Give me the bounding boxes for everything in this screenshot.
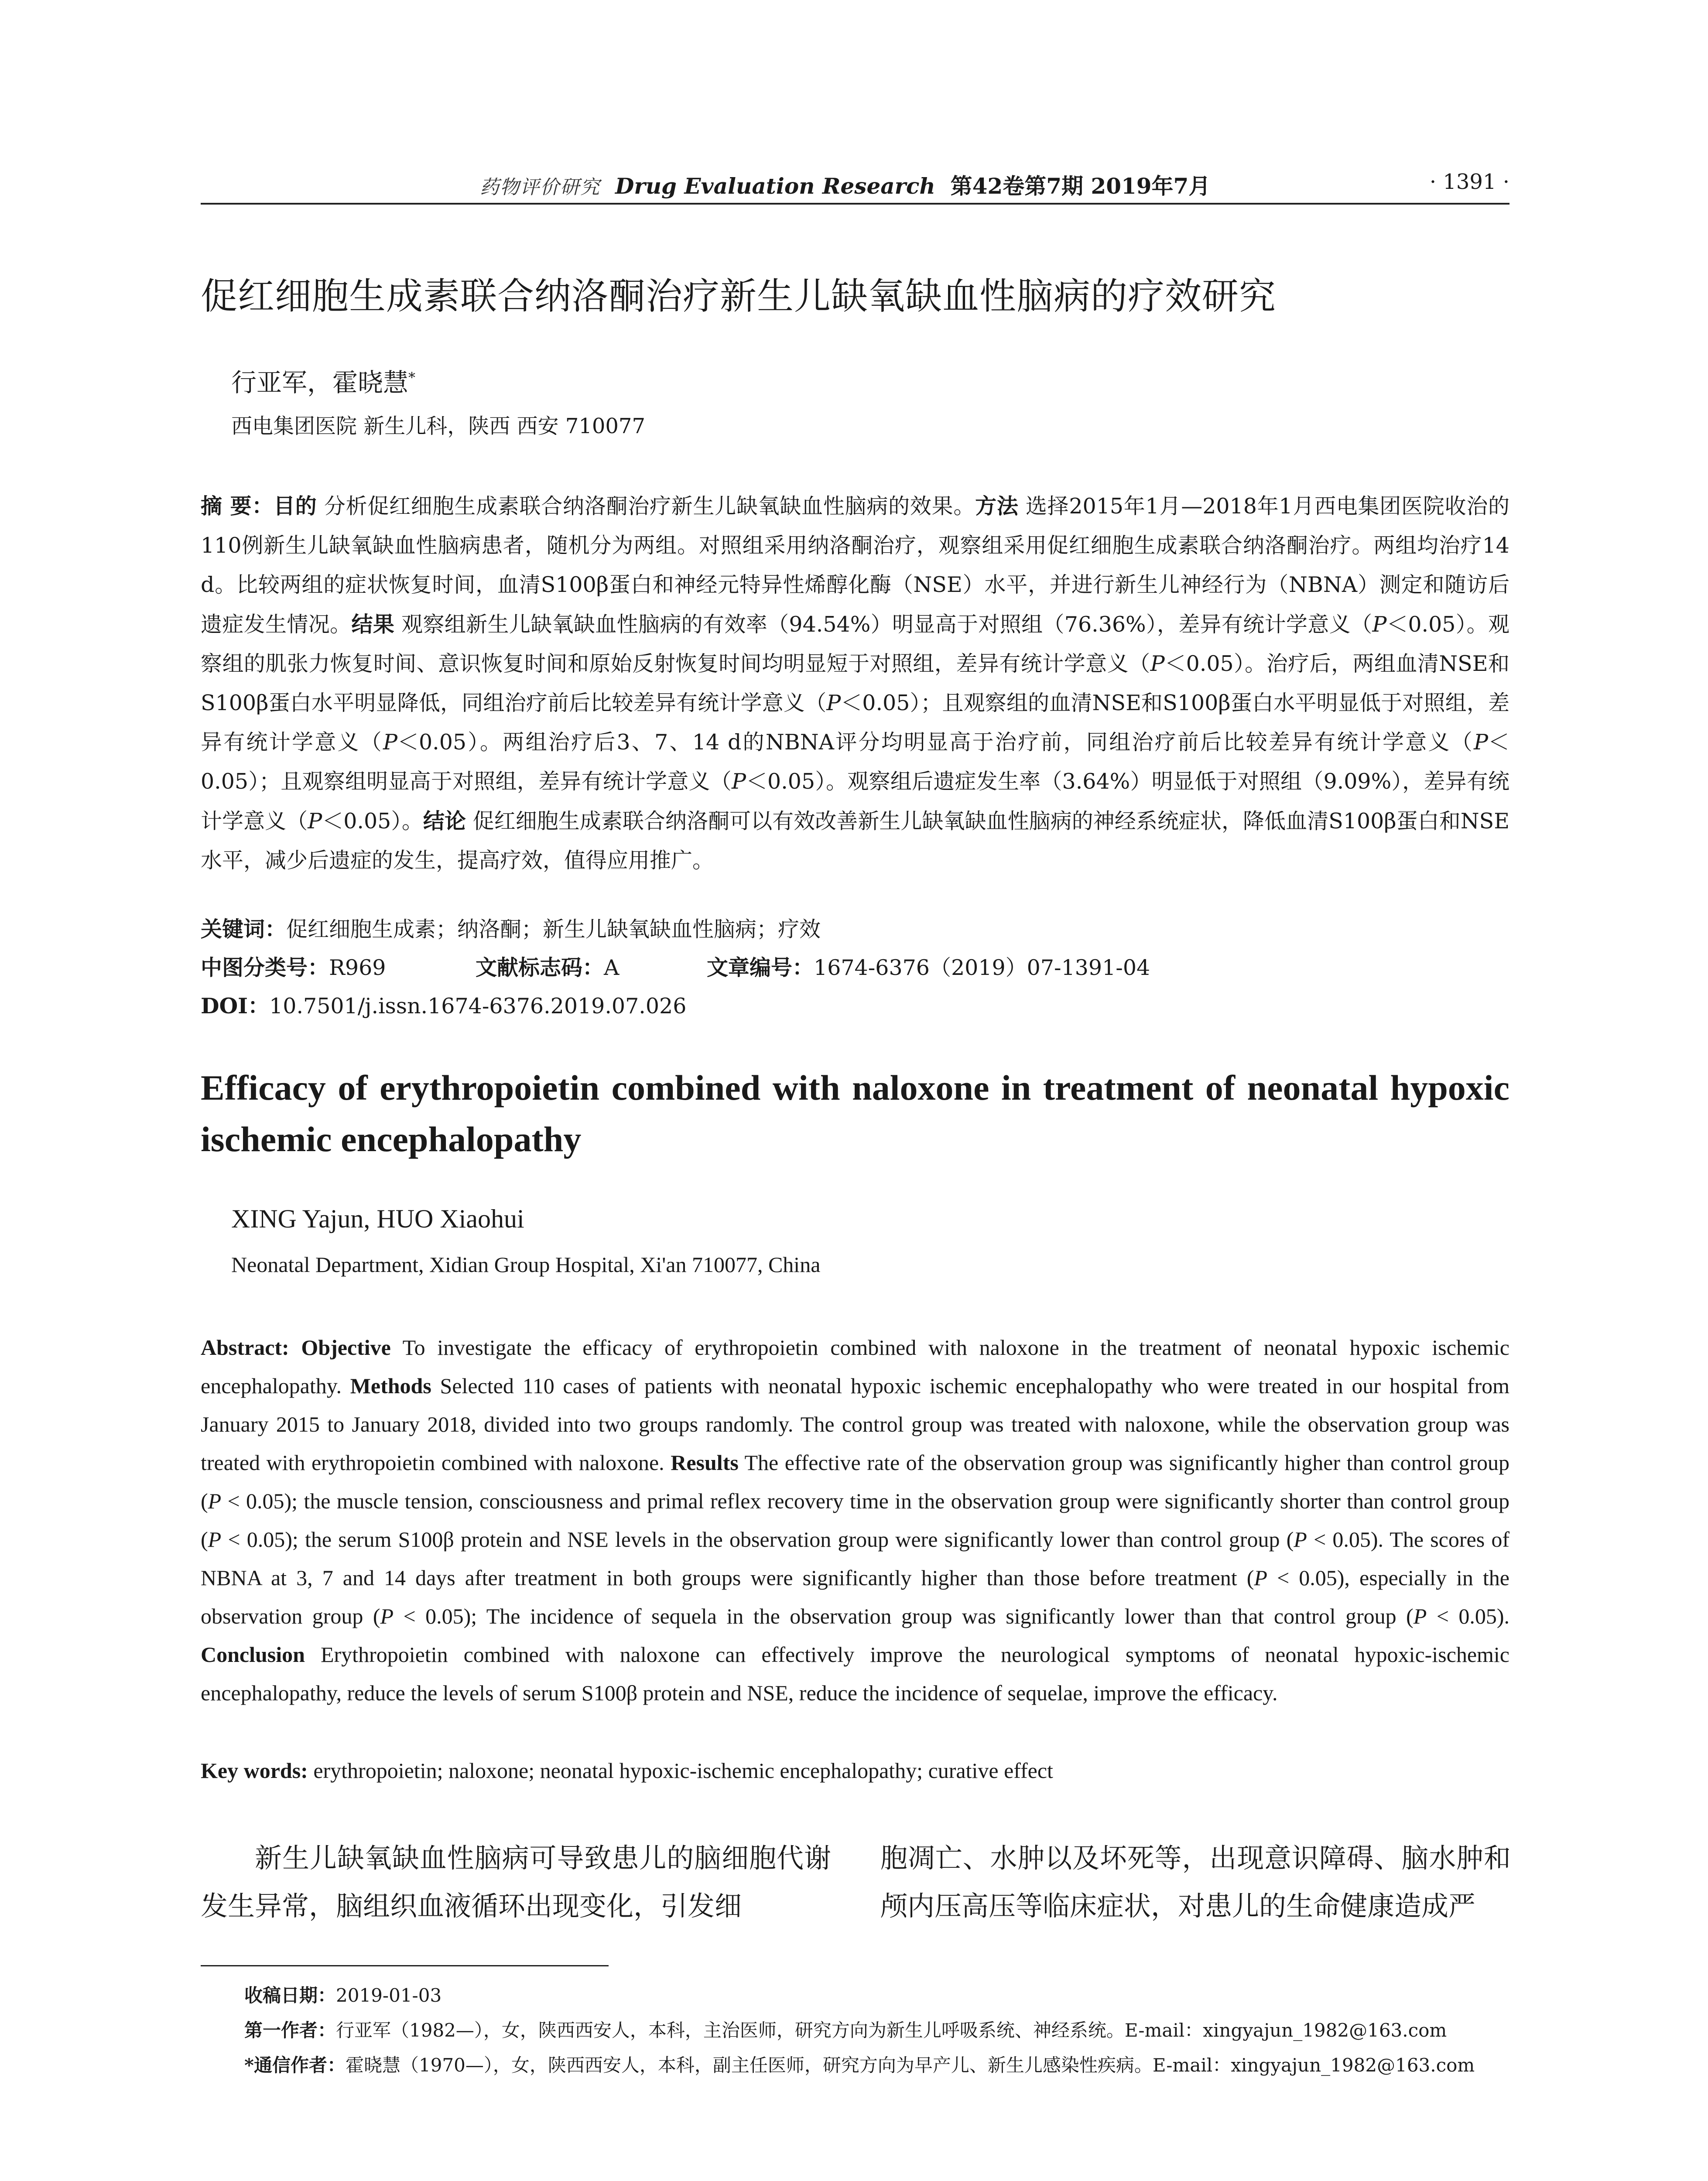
cn-abstract: [201, 486, 1509, 880]
p-value-symbol: P: [1150, 651, 1165, 676]
p-value-symbol: P: [732, 769, 746, 794]
cn-keywords: 促红细胞生成素；纳洛酮；新生儿缺氧缺血性脑病；疗效: [286, 917, 821, 942]
en-keywords-label: Key words:: [201, 1758, 308, 1783]
en-title: Efficacy of erythropoietin combined with naloxone in treatment of neonatal hypoxic ischemic encephalopathy: [201, 1068, 1509, 1159]
body-left-column: 新生儿缺氧缺血性脑病可导致患儿的脑细胞代谢发生异常，脑组织血液循环出现变化，引发细: [201, 1842, 831, 1922]
article-no-label: 文章编号：: [707, 955, 814, 980]
header-rule: [201, 203, 1509, 205]
en-methods-label: Methods: [350, 1374, 431, 1398]
issue-info: 第42卷第7期 2019年7月: [950, 173, 1211, 199]
cn-objective-label: 目的: [274, 493, 317, 519]
en-objective-label: Objective: [301, 1335, 391, 1360]
first-author-value: 行亚军（1982—），女，陕西西安人，本科，主治医师，研究方向为新生儿呼吸系统、神经系统。E-mail：xingyajun_1982@163.com: [336, 2020, 1447, 2041]
clc-cell: [201, 951, 386, 981]
p-value-symbol: P: [380, 1604, 394, 1628]
en-results-2: < 0.05); the muscle tension, consciousness and primal reflex recovery time in the observation group were significantly shorter than control group (: [201, 1489, 1509, 1552]
received-value: 2019-01-03: [336, 1985, 442, 2006]
cn-results-3: ＜0.05）。治疗后，两组血清NSE和S100β蛋白水平明显降低，同组治疗前后比较差异有统计学意义（: [201, 651, 1509, 715]
p-value-symbol: P: [1294, 1527, 1307, 1552]
corresponding-mark: *: [408, 369, 416, 386]
doi-value: 10.7501/j.issn.1674-6376.2019.07.026: [269, 994, 687, 1019]
en-abstract: [201, 1328, 1509, 1712]
footnotes: [244, 1978, 1509, 2083]
clc-label: 中图分类号：: [201, 955, 329, 980]
en-results-5: < 0.05), especially in the observation group (: [201, 1566, 1509, 1628]
p-value-symbol: P: [1474, 730, 1488, 755]
en-results-3: < 0.05); the serum S100β protein and NSE levels in the observation group were significantly lower than control group (: [221, 1527, 1294, 1552]
page-number: · 1391 ·: [1429, 170, 1509, 194]
cn-methods: 选择2015年1月—2018年1月西电集团医院收治的110例新生儿缺氧缺血性脑病患者，随机分为两组。对照组采用纳洛酮治疗，观察组采用促红细胞生成素联合纳洛酮治疗。两组均治疗14 d。比较两组的症状恢复时间，血清S100β蛋白和神经元特异性烯醇化酶（NSE）水平，并进行新生儿神经行为（NBNA）测定和随访后遗症发生情况。: [201, 494, 1509, 637]
article-no-cell: [707, 951, 1150, 981]
footnote-rule: [201, 1965, 609, 1966]
p-value-symbol: P: [208, 1527, 222, 1552]
en-abstract-label: Abstract:: [201, 1335, 289, 1360]
first-author-label: 第一作者：: [244, 2020, 336, 2041]
cn-results-8: ＜0.05）。: [322, 809, 423, 834]
p-value-symbol: P: [383, 730, 397, 755]
cn-results-2: ＜0.05）。观察组的肌张力恢复时间、意识恢复时间和原始反射恢复时间均明显短于对照组，差异有统计学意义（: [201, 612, 1509, 676]
en-results-label: Results: [671, 1450, 739, 1475]
cn-abstract-label: 摘 要：: [201, 493, 274, 519]
body-right-column: 胞凋亡、水肿以及坏死等，出现意识障碍、脑水肿和颅内压高压等临床症状，对患儿的生命健康造成严: [880, 1842, 1511, 1922]
cn-author-names: 行亚军，霍晓慧: [231, 368, 409, 397]
en-authors: XING Yajun, HUO Xiaohui: [231, 1204, 524, 1233]
p-value-symbol: P: [1413, 1604, 1427, 1628]
doccode-label: 文献标志码：: [476, 955, 604, 980]
en-keywords: erythropoietin; naloxone; neonatal hypoxic-ischemic encephalopathy; curative effect: [308, 1758, 1053, 1783]
cn-keywords-label: 关键词：: [201, 916, 287, 942]
p-value-symbol: P: [826, 691, 841, 715]
cn-authors: [231, 362, 415, 399]
cn-affiliation: 西电集团医院 新生儿科，陕西 西安 710077: [231, 414, 646, 438]
cn-methods-label: 方法: [975, 493, 1019, 519]
received-date: [244, 1978, 1509, 2013]
cn-results-4: ＜0.05）；且观察组的血清NSE和S100β蛋白水平明显低于对照组，差异有统计学意义（: [201, 691, 1509, 755]
cn-objective: 分析促红细胞生成素联合纳洛酮治疗新生儿缺氧缺血性脑病的效果。: [317, 494, 976, 519]
corresponding-label: *通信作者：: [244, 2055, 346, 2076]
en-keywords-line: [201, 1751, 1509, 1790]
cn-conclusion: 促红细胞生成素联合纳洛酮可以有效改善新生儿缺氧缺血性脑病的神经系统症状，降低血清S100β蛋白和NSE水平，减少后遗症的发生，提高疗效，值得应用推广。: [201, 809, 1509, 873]
journal-name: Drug Evaluation Research: [615, 173, 935, 199]
corresponding-author-note: [244, 2048, 1509, 2083]
p-value-symbol: P: [208, 1489, 222, 1513]
en-conclusion: Erythropoietin combined with naloxone can effectively improve the neurological symptoms of neonatal hypoxic-ischemic encephalopathy, reduce the levels of serum S100β protein and NSE, reduce the incidence of sequelae, improve the efficacy.: [201, 1642, 1509, 1705]
running-header: [201, 168, 1509, 198]
en-methods: Selected 110 cases of patients with neonatal hypoxic ischemic encephalopathy who were treated in our hospital from January 2015 to January 2018, divided into two groups randomly. The control group was treated with naloxone, while the observation group was treated with erythropoietin combined with naloxone.: [201, 1374, 1510, 1475]
p-value-symbol: P: [308, 809, 322, 834]
received-label: 收稿日期：: [244, 1985, 336, 2006]
cn-title: 促红细胞生成素联合纳洛酮治疗新生儿缺氧缺血性脑病的疗效研究: [201, 275, 1277, 318]
en-affiliation: Neonatal Department, Xidian Group Hospital, Xi'an 710077, China: [231, 1252, 821, 1277]
p-value-symbol: P: [1254, 1566, 1267, 1590]
article-no-value: 1674-6376（2019）07-1391-04: [814, 955, 1150, 980]
en-results-1: The effective rate of the observation group was significantly higher than control group (: [201, 1450, 1509, 1513]
journal-logo: 药物评价研究: [480, 176, 600, 198]
cn-conclusion-label: 结论: [423, 808, 466, 834]
clc-value: R969: [329, 955, 386, 980]
cn-results-5: ＜0.05）。两组治疗后3、7、14 d的NBNA评分均明显高于治疗前，同组治疗前后比较差异有统计学意义（: [397, 730, 1474, 755]
cn-results-label: 结果: [351, 612, 395, 637]
doccode-value: A: [604, 955, 620, 980]
cn-results-7: ＜0.05）。观察组后遗症发生率（3.64%）明显低于对照组（9.09%），差异有统计学意义（: [201, 769, 1509, 834]
corresponding-value: 霍晓慧（1970—），女，陕西西安人，本科，副主任医师，研究方向为早产儿、新生儿感染性疾病。E-mail：xingyajun_1982@163.com: [345, 2055, 1475, 2076]
cn-results-6: ＜0.05）；且观察组明显高于对照组，差异有统计学意义（: [201, 730, 1509, 794]
en-objective: To investigate the efficacy of erythropoietin combined with naloxone in the treatment of neonatal hypoxic ischemic encephalopathy.: [201, 1335, 1509, 1398]
journal-issue: [615, 169, 1210, 200]
en-results-4: < 0.05). The scores of NBNA at 3, 7 and 14 days after treatment in both groups were significantly higher than those before treatment (: [201, 1527, 1509, 1590]
cn-keywords-line: [201, 913, 821, 943]
cn-results-1: 观察组新生儿缺氧缺血性脑病的有效率（94.54%）明显高于对照组（76.36%），差异有统计学意义（: [394, 612, 1373, 637]
en-conclusion-label: Conclusion: [201, 1642, 305, 1667]
en-results-7: < 0.05).: [1427, 1604, 1509, 1628]
doccode-cell: [476, 951, 619, 981]
doi-label: DOI：: [201, 993, 270, 1019]
first-author-note: [244, 2013, 1509, 2048]
doi-line: [201, 989, 686, 1020]
p-value-symbol: P: [1372, 612, 1387, 637]
en-results-6: < 0.05); The incidence of sequela in the observation group was significantly lower than that control group (: [394, 1604, 1414, 1628]
